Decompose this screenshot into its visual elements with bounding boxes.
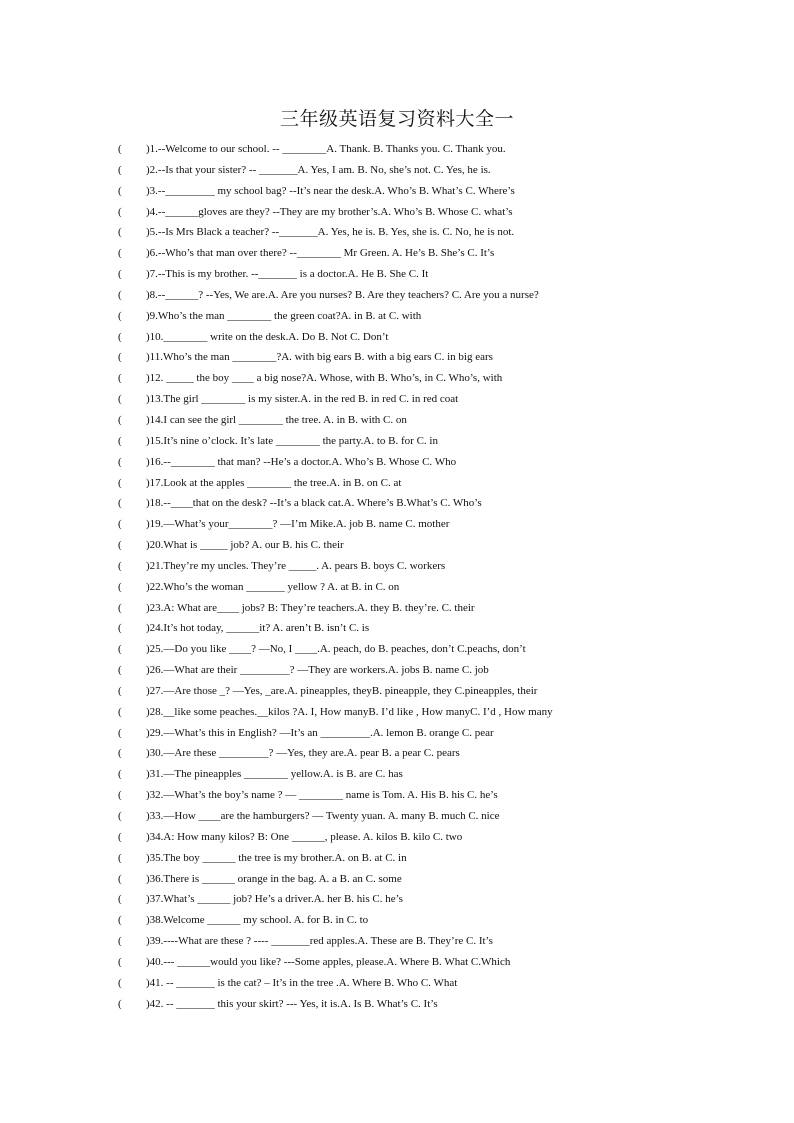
answer-blank[interactable]: ( bbox=[118, 976, 122, 989]
question-text: )36.There is ______ orange in the bag. A. a B. an C. some bbox=[146, 872, 402, 885]
question-text: )38.Welcome ______ my school. A. for B. in C. to bbox=[146, 914, 369, 927]
question-item bbox=[118, 389, 638, 410]
question-text: )40.--- ______would you like? ---Some apples, please.A. Where B. What C.Which bbox=[146, 955, 511, 968]
answer-blank[interactable]: ( bbox=[118, 726, 122, 739]
question-item bbox=[118, 931, 638, 952]
answer-blank[interactable]: ( bbox=[118, 830, 122, 843]
question-item bbox=[118, 764, 638, 785]
answer-blank[interactable]: ( bbox=[118, 789, 122, 802]
answer-blank[interactable]: ( bbox=[118, 664, 122, 677]
question-item bbox=[118, 473, 638, 494]
question-item bbox=[118, 181, 638, 202]
question-text: )37.What’s ______ job? He’s a driver.A. her B. his C. he’s bbox=[146, 893, 403, 906]
answer-blank[interactable]: ( bbox=[118, 268, 122, 281]
answer-blank[interactable]: ( bbox=[118, 205, 122, 218]
answer-blank[interactable]: ( bbox=[118, 684, 122, 697]
answer-blank[interactable]: ( bbox=[118, 226, 122, 239]
answer-blank[interactable]: ( bbox=[118, 247, 122, 260]
question-item bbox=[118, 743, 638, 764]
answer-blank[interactable]: ( bbox=[118, 580, 122, 593]
answer-blank[interactable]: ( bbox=[118, 163, 122, 176]
question-item bbox=[118, 660, 638, 681]
question-text: )5.--Is Mrs Black a teacher? --_______A. Yes, he is. B. Yes, she is. C. No, he is not. bbox=[146, 226, 515, 239]
question-item bbox=[118, 869, 638, 890]
question-text: )35.The boy ______ the tree is my brother.A. on B. at C. in bbox=[146, 851, 407, 864]
answer-blank[interactable]: ( bbox=[118, 288, 122, 301]
question-item bbox=[118, 202, 638, 223]
question-text: )39.----What are these ? ---- _______red apples.A. These are B. They’re C. It’s bbox=[146, 935, 493, 948]
question-text: )23.A: What are____ jobs? B: They’re teachers.A. they B. they’re. C. their bbox=[146, 601, 475, 614]
answer-blank[interactable]: ( bbox=[118, 955, 122, 968]
question-item bbox=[118, 347, 638, 368]
question-item bbox=[118, 577, 638, 598]
question-item bbox=[118, 994, 638, 1015]
question-text: )41. -- _______ is the cat? – It’s in the tree .A. Where B. Who C. What bbox=[146, 976, 458, 989]
question-text: )10.________ write on the desk.A. Do B. Not C. Don’t bbox=[146, 330, 389, 343]
answer-blank[interactable]: ( bbox=[118, 393, 122, 406]
question-text: )12. _____ the boy ____ a big nose?A. Whose, with B. Who’s, in C. Who’s, with bbox=[146, 372, 503, 385]
question-item bbox=[118, 535, 638, 556]
question-text: )28.__like some peaches.__kilos ?A. I, How manyB. I’d like , How manyC. I’d , How many bbox=[146, 705, 553, 718]
answer-blank[interactable]: ( bbox=[118, 622, 122, 635]
question-item bbox=[118, 264, 638, 285]
answer-blank[interactable]: ( bbox=[118, 476, 122, 489]
question-item bbox=[118, 785, 638, 806]
answer-blank[interactable]: ( bbox=[118, 851, 122, 864]
question-text: )8.--______? --Yes, We are.A. Are you nurses? B. Are they teachers? C. Are you a nurse? bbox=[146, 288, 539, 301]
answer-blank[interactable]: ( bbox=[118, 559, 122, 572]
question-text: )29.—What’s this in English? —It’s an _________.A. lemon B. orange C. pear bbox=[146, 726, 494, 739]
question-item bbox=[118, 952, 638, 973]
question-text: )13.The girl ________ is my sister.A. in the red B. in red C. in red coat bbox=[146, 393, 459, 406]
question-text: )24.It’s hot today, ______it? A. aren’t B. isn’t C. is bbox=[146, 622, 370, 635]
question-item bbox=[118, 639, 638, 660]
question-text: )2.--Is that your sister? -- _______A. Yes, I am. B. No, she’s not. C. Yes, he is. bbox=[146, 163, 491, 176]
answer-blank[interactable]: ( bbox=[118, 935, 122, 948]
question-text: )33.—How ____are the hamburgers? — Twenty yuan. A. many B. much C. nice bbox=[146, 810, 500, 822]
answer-blank[interactable]: ( bbox=[118, 372, 122, 385]
answer-blank[interactable]: ( bbox=[118, 997, 122, 1010]
answer-blank[interactable]: ( bbox=[118, 184, 122, 197]
question-item bbox=[118, 556, 638, 577]
question-item bbox=[118, 618, 638, 639]
question-text: )14.I can see the girl ________ the tree. A. in B. with C. on bbox=[146, 413, 407, 426]
question-item bbox=[118, 827, 638, 848]
question-item bbox=[118, 806, 638, 827]
question-text: )25.—Do you like ____? —No, I ____.A. peach, do B. peaches, don’t C.peachs, don’t bbox=[146, 643, 526, 656]
question-text: )9.Who’s the man ________ the green coat?A. in B. at C. with bbox=[146, 309, 422, 322]
question-item bbox=[118, 285, 638, 306]
question-item bbox=[118, 598, 638, 619]
question-text: )15.It’s nine o’clock. It’s late ________ the party.A. to B. for C. in bbox=[146, 434, 438, 447]
page-title: 三年级英语复习资料大全一 bbox=[279, 108, 514, 130]
answer-blank[interactable]: ( bbox=[118, 539, 122, 552]
answer-blank[interactable]: ( bbox=[118, 747, 122, 760]
answer-blank[interactable]: ( bbox=[118, 455, 122, 468]
question-item bbox=[118, 702, 638, 723]
question-item bbox=[118, 160, 638, 181]
question-text: )19.—What’s your________? —I’m Mike.A. job B. name C. mother bbox=[146, 518, 450, 531]
answer-blank[interactable]: ( bbox=[118, 705, 122, 718]
answer-blank[interactable]: ( bbox=[118, 518, 122, 531]
question-text: )1.--Welcome to our school. -- ________A. Thank. B. Thanks you. C. Thank you. bbox=[146, 143, 506, 155]
answer-blank[interactable]: ( bbox=[118, 914, 122, 927]
question-text: )3.--_________ my school bag? --It’s near the desk.A. Who’s B. What’s C. Where’s bbox=[146, 184, 515, 197]
question-text: )26.—What are their _________? —They are workers.A. jobs B. name C. job bbox=[146, 664, 489, 677]
question-text: )32.—What’s the boy’s name ? — ________ name is Tom. A. His B. his C. he’s bbox=[146, 789, 498, 802]
answer-blank[interactable]: ( bbox=[118, 497, 122, 510]
question-text: )22.Who’s the woman _______ yellow ? A. at B. in C. on bbox=[146, 580, 400, 593]
answer-blank[interactable]: ( bbox=[118, 893, 122, 906]
answer-blank[interactable]: ( bbox=[118, 143, 122, 155]
question-item bbox=[118, 452, 638, 473]
answer-blank[interactable]: ( bbox=[118, 351, 122, 364]
question-item bbox=[118, 514, 638, 535]
question-item bbox=[118, 327, 638, 348]
question-item bbox=[118, 139, 638, 160]
question-item bbox=[118, 973, 638, 994]
question-text: )6.--Who’s that man over there? --________ Mr Green. A. He’s B. She’s C. It’s bbox=[146, 247, 495, 260]
question-item bbox=[118, 368, 638, 389]
question-text: )20.What is _____ job? A. our B. his C. their bbox=[146, 539, 344, 552]
answer-blank[interactable]: ( bbox=[118, 768, 122, 781]
question-item bbox=[118, 243, 638, 264]
answer-blank[interactable]: ( bbox=[118, 413, 122, 426]
answer-blank[interactable]: ( bbox=[118, 330, 122, 343]
question-item bbox=[118, 848, 638, 869]
question-item bbox=[118, 222, 638, 243]
question-text: )16.--________ that man? --He’s a doctor.A. Who’s B. Whose C. Who bbox=[146, 455, 457, 468]
question-text: )7.--This is my brother. --_______ is a doctor.A. He B. She C. It bbox=[146, 268, 429, 281]
answer-blank[interactable]: ( bbox=[118, 643, 122, 656]
question-item bbox=[118, 681, 638, 702]
question-text: )17.Look at the apples ________ the tree.A. in B. on C. at bbox=[146, 476, 402, 489]
answer-blank[interactable]: ( bbox=[118, 810, 122, 822]
question-list bbox=[118, 139, 638, 1014]
question-item bbox=[118, 723, 638, 744]
question-item bbox=[118, 889, 638, 910]
question-text: )42. -- _______ this your skirt? --- Yes, it is.A. Is B. What’s C. It’s bbox=[146, 997, 438, 1010]
question-text: )30.—Are these _________? —Yes, they are.A. pear B. a pear C. pears bbox=[146, 747, 460, 760]
question-item bbox=[118, 306, 638, 327]
question-text: )11.Who’s the man ________?A. with big ears B. with a big ears C. in big ears bbox=[146, 351, 493, 364]
answer-blank[interactable]: ( bbox=[118, 309, 122, 322]
question-text: )21.They’re my uncles. They’re _____. A. pears B. boys C. workers bbox=[146, 559, 446, 572]
question-item bbox=[118, 910, 638, 931]
question-text: )31.—The pineapples ________ yellow.A. is B. are C. has bbox=[146, 768, 403, 781]
answer-blank[interactable]: ( bbox=[118, 872, 122, 885]
question-item bbox=[118, 431, 638, 452]
question-text: )18.--____that on the desk? --It’s a black cat.A. Where’s B.What’s C. Who’s bbox=[146, 497, 482, 510]
question-text: )27.—Are those _? —Yes, _are.A. pineapples, theyB. pineapple, they C.pineapples, their bbox=[146, 684, 538, 697]
answer-blank[interactable]: ( bbox=[118, 601, 122, 614]
question-text: )34.A: How many kilos? B: One ______, please. A. kilos B. kilo C. two bbox=[146, 830, 463, 843]
answer-blank[interactable]: ( bbox=[118, 434, 122, 447]
question-text: )4.--______gloves are they? --They are my brother’s.A. Who’s B. Whose C. what’s bbox=[146, 205, 513, 218]
question-item bbox=[118, 493, 638, 514]
question-item bbox=[118, 410, 638, 431]
